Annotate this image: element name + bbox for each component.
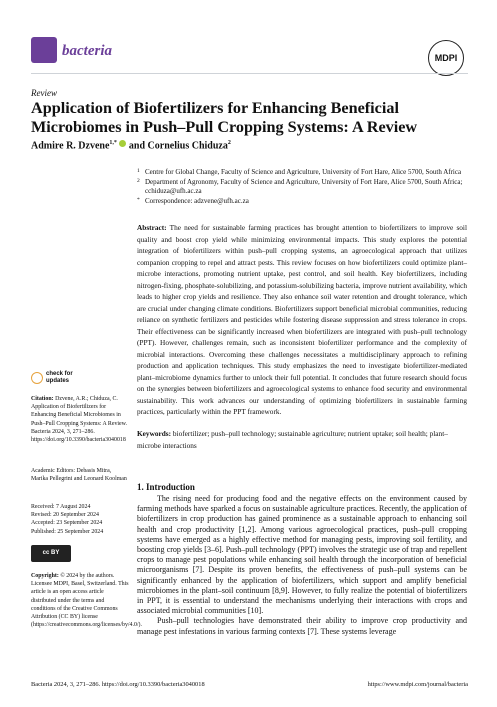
article-type: Review xyxy=(31,88,57,98)
author-1-sup: 1,* xyxy=(109,140,117,146)
date-revised: Revised: 20 September 2024 xyxy=(31,512,99,519)
journal-logo-icon xyxy=(31,37,57,63)
mdpi-logo: MDPI xyxy=(428,40,464,76)
check-updates-icon[interactable] xyxy=(31,372,43,384)
check-updates-badge[interactable]: check for updates xyxy=(46,371,73,384)
intro-paragraph-1: The rising need for producing food and the negative effects on the environment caused by farming methods have sparked a focus on sustainable agriculture practices. Recently, the application of biofertilizers in crop production has gained prominence as a sustainable approach to enhancing soil health and crop productivity [1,2]. Among various agroecological practices, push–pull cropping systems have emerged as a highly effective method for managing pests, improving soil fertility, and boosting crop yields [3–6]. Push–pull technology (PPT) involves the strategic use of trap and repellent crops to manage pest populations while enhancing soil health through the incorporation of beneficial microorganisms [7]. Despite its proven benefits, the effectiveness of push–pull systems can be significantly enhanced by the application of biofertilizers, which support and amplify beneficial microbiomes in the plant–soil continuum [8,9]. However, to fully realize the potential of biofertilizers in PPT, it is essential to understand the mechanisms underlying their interactions with crops and associated microbial communities [10]. xyxy=(137,494,467,616)
author-list xyxy=(31,140,231,151)
keywords xyxy=(137,428,467,451)
correspondence: * Correspondence: adzvene@ufh.ac.za xyxy=(137,196,249,205)
header-divider xyxy=(31,73,468,74)
affiliation-1: 1 Centre for Global Change, Faculty of Science and Agriculture, University of Fort Hare, Alice 5700, South Africa xyxy=(137,168,462,176)
affiliation-2: 2 Department of Agronomy, Faculty of Science and Agriculture, University of Fort Hare, Alice 5700, South Africa; cchiduza@ufh.ac.za xyxy=(137,177,463,196)
introduction-body xyxy=(137,494,467,637)
footer-citation[interactable]: Bacteria 2024, 3, 271–286. https://doi.org/10.3390/bacteria3040018 xyxy=(31,681,205,688)
date-received: Received: 7 August 2024 xyxy=(31,504,91,510)
cc-license-badge[interactable]: cc BY xyxy=(31,545,71,562)
journal-name: bacteria xyxy=(62,43,112,59)
author-2-sup: 2 xyxy=(227,140,231,146)
keywords-label: Keywords: xyxy=(137,429,172,438)
abstract-text: The need for sustainable farming practices has brought attention to biofertilizers to improve soil quality and boost crop yield while minimizing environmental impacts. This study explores the potential integration of biofertilizers within push–pull cropping systems, an agroecological approach that utilizes companion cropping to repel and attract pests. This review focuses on how biofertilizers could optimize plant–microbe interactions, promoting nutrient uptake, pest control, and soil health. Key biofertilizers, including nitrogen-fixing, phosphate-solubilizing, and potassium-solubilizing bacteria, improve nutrient availability, which leads to higher crop yields and resilience. They also enhance soil water retention and drought tolerance, which are crucial under changing climate conditions. Biofertilizers support beneficial microbial communities, reducing reliance on synthetic fertilizers and pesticides while fostering disease suppression and stress tolerance in crops. Their effectiveness can be significantly increased when biofertilizers are integrated with push–pull technology (PPT). However, challenges remain, such as inconsistent biofertilizer performance and the complexity of microbial interactions. Overcoming these challenges necessitates a multidisciplinary approach to refining production and application techniques. This study emphasizes the need to investigate biofertilizer-mediated plant–microbiome dynamics further to unlock their full potential. It concludes that future research should focus on the synergies between biofertilizers and agroecological systems to enhance food security and environmental sustainability. This work advances our understanding of optimizing biofertilizers in sustainable farming practices, particularly within the PPT framework. xyxy=(137,223,467,416)
author-sep: and xyxy=(126,140,148,152)
introduction-heading: 1. Introduction xyxy=(137,482,195,492)
copyright: Copyright: © 2024 by the authors. Licensee MDPI, Basel, Switzerland. This article is an open access article distributed under the terms and conditions of the Creative Commons Attribution (CC BY) license (https://creativecommons.org/licenses/by/4.0/). xyxy=(31,573,142,629)
abstract xyxy=(137,222,467,418)
affiliations xyxy=(137,168,467,206)
intro-paragraph-2: Push–pull technologies have demonstrated their ability to improve crop productivity and manage pest infestations in various farming contexts [7]. These systems leverage xyxy=(137,616,467,636)
keywords-text: biofertilizer; push–pull technology; sustainable agriculture; nutrient uptake; soil health; plant–microbe interactions xyxy=(137,429,448,450)
citation: Citation: Dzvene, A.R.; Chiduza, C. Application of Biofertilizers for Enhancing Beneficial Microbiomes in Push–Pull Cropping Systems: A Review. Bacteria 2024, 3, 271–286. https://doi.org/10.3390/bacteria3040018 xyxy=(31,396,128,444)
date-accepted: Accepted: 23 September 2024 xyxy=(31,520,103,527)
academic-editors: Academic Editors: Debasis Mitra, Marika Pellegrini and Leonard Koolman xyxy=(31,468,127,483)
author-2[interactable]: Cornelius Chiduza xyxy=(147,140,228,152)
abstract-label: Abstract: xyxy=(137,223,167,232)
date-published: Published: 25 September 2024 xyxy=(31,528,104,535)
footer-journal-url[interactable]: https://www.mdpi.com/journal/bacteria xyxy=(367,681,468,688)
article-dates xyxy=(31,503,129,536)
author-1[interactable]: Admire R. Dzvene xyxy=(31,140,110,152)
article-title: Application of Biofertilizers for Enhancing Beneficial Microbiomes in Push–Pull Cropping Systems: A Review xyxy=(31,99,418,136)
